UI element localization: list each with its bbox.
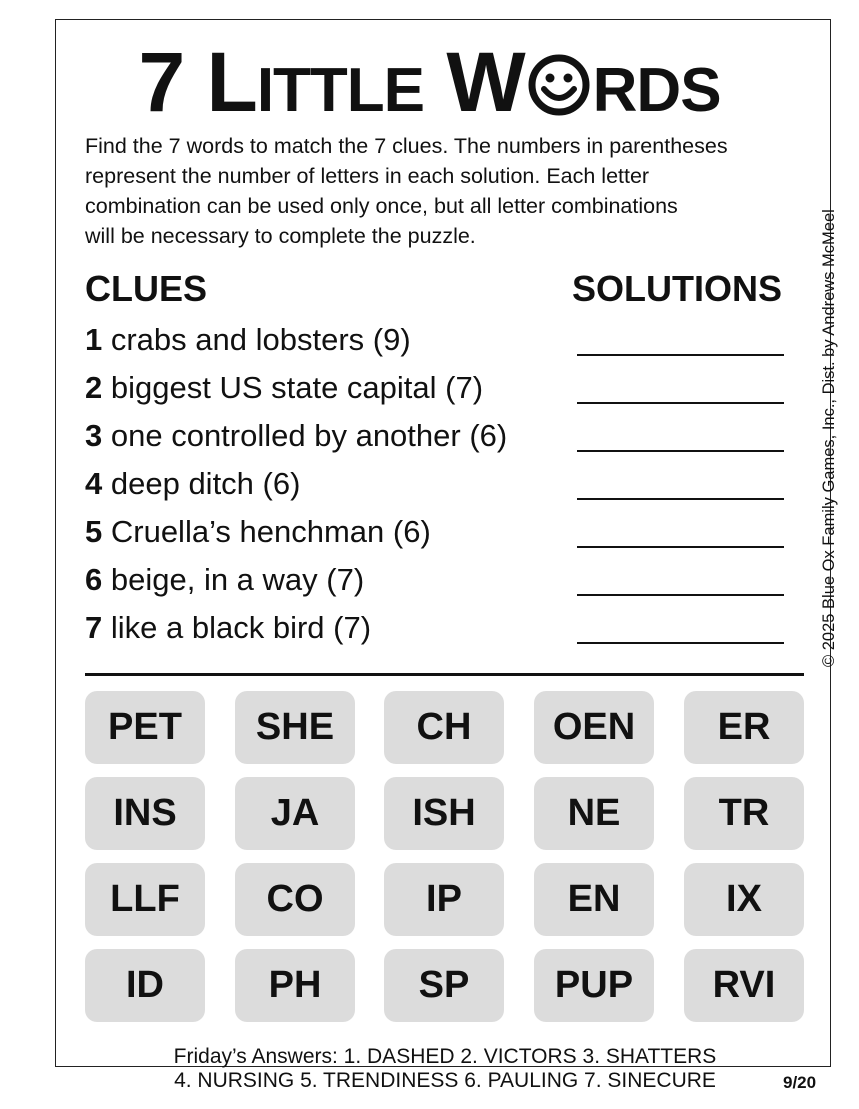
puzzle-title [0,35,859,133]
letter-tile[interactable]: PET [85,691,205,764]
clue-7 [85,610,371,646]
clue-text: Cruella’s henchman (6) [102,514,431,549]
instructions-line: Find the 7 words to match the 7 clues. The numbers in parentheses [85,134,728,158]
solution-blank-6[interactable] [577,594,784,596]
previous-answers-line-1: Friday’s Answers: 1. DASHED 2. VICTORS 3. SHATTERS [173,1045,717,1068]
letter-tile[interactable]: SHE [235,691,355,764]
puzzle-date: 9/20 [783,1073,817,1092]
title-little-rest: ITTLE [256,56,425,125]
clue-number: 2 [85,370,103,405]
instructions [85,131,805,251]
solution-blank-3[interactable] [577,450,784,452]
letter-tile[interactable]: INS [85,777,205,850]
clue-4 [85,466,300,502]
letter-tile[interactable]: NE [534,777,654,850]
smiley-face-icon [527,53,591,117]
copyright-credit: © 2025 Blue Ox Family Games, Inc., Dist. by Andrews McMeel [820,209,838,667]
instructions-line: will be necessary to complete the puzzle. [85,224,476,248]
clue-text: like a black bird (7) [102,610,372,645]
title-letter-l: L [206,35,257,129]
clue-6 [85,562,364,598]
letter-tile[interactable]: LLF [85,863,205,936]
letter-tile[interactable]: PUP [534,949,654,1022]
letter-tile[interactable]: SP [384,949,504,1022]
instructions-line: represent the number of letters in each solution. Each letter [85,164,650,188]
solution-blank-7[interactable] [577,642,784,644]
clue-number: 4 [85,466,103,501]
solution-blank-1[interactable] [577,354,784,356]
clue-text: deep ditch (6) [102,466,301,501]
letter-tile[interactable]: ISH [384,777,504,850]
letter-tile[interactable]: IP [384,863,504,936]
clue-number: 7 [85,610,103,645]
letter-tile[interactable]: EN [534,863,654,936]
solution-blank-4[interactable] [577,498,784,500]
title-seven: 7 [138,35,207,129]
letter-tile[interactable]: OEN [534,691,654,764]
clue-2 [85,370,483,406]
title-letter-w: W [446,35,525,129]
clue-text: one controlled by another (6) [102,418,508,453]
clue-1 [85,322,411,358]
clue-text: biggest US state capital (7) [102,370,484,405]
solutions-heading: SOLUTIONS [572,268,783,309]
clue-number: 1 [85,322,103,357]
letter-tile[interactable]: ER [684,691,804,764]
letter-tile[interactable]: JA [235,777,355,850]
clue-number: 3 [85,418,103,453]
clue-5 [85,514,431,550]
divider-line [85,673,804,676]
letter-tile[interactable]: RVI [684,949,804,1022]
clue-text: crabs and lobsters (9) [102,322,411,357]
letter-tile[interactable]: CH [384,691,504,764]
instructions-line: combination can be used only once, but all letter combinations [85,194,678,218]
letter-tile[interactable]: CO [235,863,355,936]
clue-text: beige, in a way (7) [102,562,365,597]
letter-tile[interactable]: PH [235,949,355,1022]
letter-tile[interactable]: TR [684,777,804,850]
clue-number: 6 [85,562,103,597]
solution-blank-5[interactable] [577,546,784,548]
solution-blank-2[interactable] [577,402,784,404]
letter-tile[interactable]: IX [684,863,804,936]
letter-tile[interactable]: ID [85,949,205,1022]
clue-3 [85,418,507,454]
clue-number: 5 [85,514,103,549]
clues-heading: CLUES [85,268,208,309]
title-words-rest: RDS [592,56,721,125]
previous-answers-line-2: 4. NURSING 5. TRENDINESS 6. PAULING 7. SINECURE [174,1069,716,1092]
